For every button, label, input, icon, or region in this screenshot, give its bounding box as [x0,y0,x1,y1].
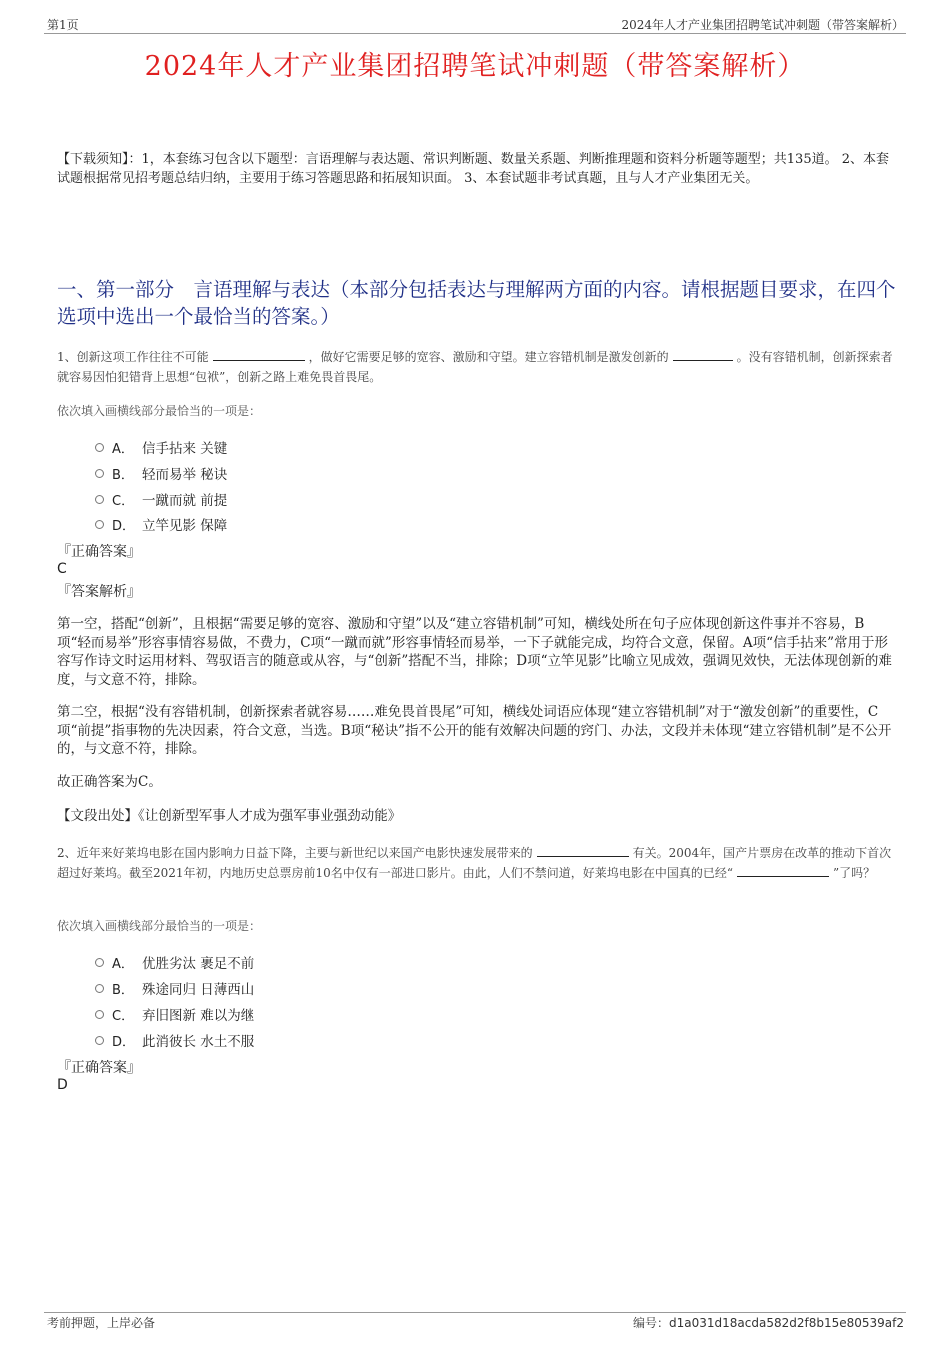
radio-button[interactable] [95,443,104,452]
page-number: 第1页 [47,18,79,32]
option-letter: C． [112,1008,135,1024]
running-header-title: 2024年人才产业集团招聘笔试冲刺题（带答案解析） [621,18,904,32]
footer-rule [44,1312,906,1313]
option-text: 轻而易举 秘诀 [142,467,228,483]
fill-blank [537,844,629,857]
q1-source: 【文段出处】《让创新型军事人才成为强军事业强劲动能》 [57,808,402,824]
q1-answer-label: 『正确答案』 [57,544,141,560]
stem-part: ，做好它需要足够的宽容、激励和守望。建立容错机制是激发创新的 [308,350,669,364]
option-text: 一蹴而就 前提 [142,493,228,509]
download-notice: 【下载须知】：1，本套练习包含以下题型：言语理解与表达题、常识判断题、数量关系题、判断推理题和资料分析题等题型；共135道。 2、本套试题根据常见招考题总结归纳，主要用于练习答题思路和拓展知识面。 3、本套试题非考试真题，且与人才产业集团无关。 [57,152,889,186]
q1-analysis-label: 『答案解析』 [57,584,141,600]
q1-analysis-paragraph-1: 第一空，搭配“创新”，且根据“需要足够的宽容、激励和守望”以及“建立容错机制”可知，横线处所在句子应体现创新这件事并不容易，B项“轻而易举”形容事情容易做，不费力，C项“一蹴而就”形容事情轻而易举，一下子就能完成，均符合文意，保留。A项“信手拈来”常用于形容写作诗文时运用材料、驾驭语言的随意或从容，与“创新”搭配不当，排除；D项“立竿见影”比喻立见成效，强调见效快，无法体现创新的难度，与文意不符，排除。 [57,616,892,688]
q2-option-b[interactable] [95,978,254,998]
q2-option-c[interactable] [95,1004,254,1024]
q1-option-c[interactable] [95,489,227,509]
stem-part: 2、近年来好莱坞电影在国内影响力日益下降，主要与新世纪以来国产电影快速发展带来的 [57,846,533,860]
option-letter: A． [112,956,134,972]
option-text: 弃旧图新 难以为继 [142,1008,255,1024]
question-2-prompt: 依次填入画横线部分最恰当的一项是： [57,919,262,933]
radio-button[interactable] [95,1010,104,1019]
option-text: 优胜劣汰 裹足不前 [142,956,255,972]
question-1-stem [57,347,897,387]
section-heading: 一、第一部分 言语理解与表达（本部分包括表达与理解两方面的内容。请根据题目要求，在四个选项中选出一个最恰当的答案。） [57,278,896,328]
radio-button[interactable] [95,495,104,504]
option-letter: D． [112,1034,136,1050]
code-label: 编号： [632,1316,669,1330]
fill-blank [213,348,305,361]
fill-blank [737,864,829,877]
q1-conclusion: 故正确答案为C。 [57,774,162,790]
document-title: 2024年人才产业集团招聘笔试冲刺题（带答案解析） [144,51,806,82]
radio-button[interactable] [95,520,104,529]
stem-part: 1、创新这项工作往往不可能 [57,350,209,364]
option-text: 此消彼长 水土不服 [142,1034,255,1050]
fill-blank [673,348,733,361]
option-text: 殊途同归 日薄西山 [142,982,255,998]
q1-option-a[interactable] [95,437,227,457]
option-letter: B． [112,982,134,998]
stem-part: 有关。2004年，国产片票房在改革的推动下首次超过好莱坞。截至2021年初，内地历史总票房前10名中仅有一部进口影片。由此，人们不禁问道，好莱坞电影在中国真的已经“ [57,846,892,880]
radio-button[interactable] [95,469,104,478]
radio-button[interactable] [95,958,104,967]
question-1-prompt: 依次填入画横线部分最恰当的一项是： [57,404,262,418]
question-2-stem [57,843,897,883]
q2-option-a[interactable] [95,952,254,972]
code-value: d1a031d18acda582d2f8b15e80539af2 [669,1316,904,1330]
option-letter: D． [112,518,136,534]
q2-answer-label: 『正确答案』 [57,1060,141,1076]
stem-part: ”了吗？ [832,866,876,880]
q1-analysis-paragraph-2: 第二空，根据“没有容错机制，创新探索者就容易……难免畏首畏尾”可知，横线处词语应体现“建立容错机制”对于“激发创新”的重要性，C项“前提”指事物的先决因素，符合文意，当选。B项“秘诀”指不公开的能有效解决问题的窍门、办法，文段并未体现“建立容错机制”是不公开的，与文意不符，排除。 [57,704,892,757]
q2-option-d[interactable] [95,1030,254,1050]
q2-answer: D [57,1077,68,1093]
document-code [633,1314,904,1331]
q1-answer: C [57,561,67,577]
footer-slogan: 考前押题，上岸必备 [47,1316,156,1330]
radio-button[interactable] [95,984,104,993]
header-rule [44,33,906,34]
option-letter: B． [112,467,134,483]
q1-option-d[interactable] [95,514,227,534]
q1-option-b[interactable] [95,463,227,483]
option-letter: C． [112,493,135,509]
radio-button[interactable] [95,1036,104,1045]
stem-part: 。没有容错机制，创新探索者就容易因怕犯错背上思想“包袱”，创新之路上难免畏首畏尾。 [57,350,893,384]
option-letter: A． [112,441,134,457]
option-text: 信手拈来 关键 [142,441,228,457]
option-text: 立竿见影 保障 [142,518,228,534]
